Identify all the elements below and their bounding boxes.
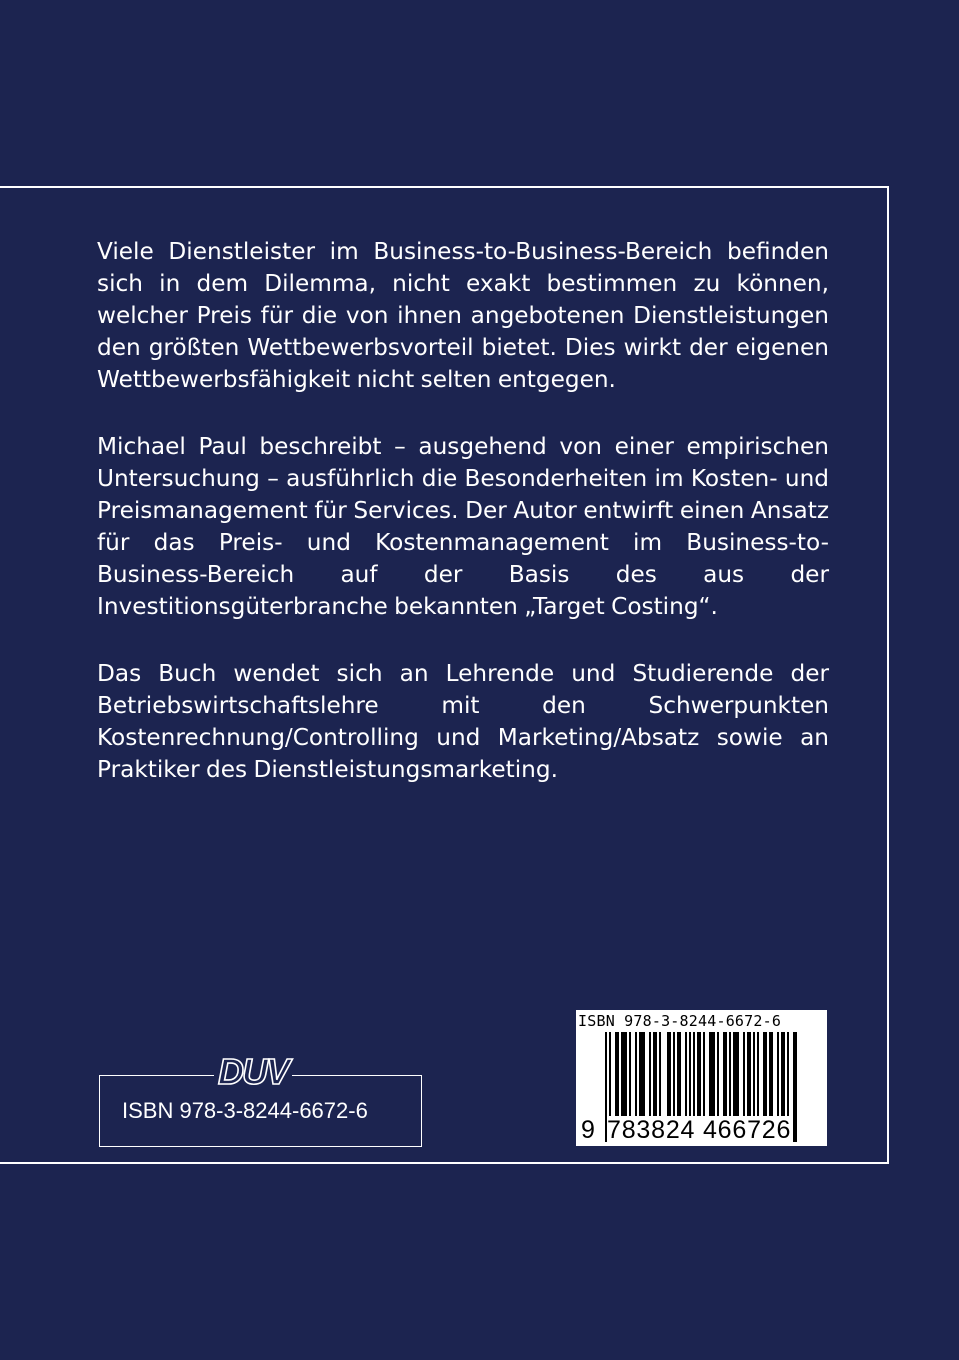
barcode-bar bbox=[713, 1032, 715, 1118]
barcode-bar bbox=[623, 1032, 625, 1118]
barcode-bar bbox=[685, 1032, 687, 1118]
barcode-bar bbox=[625, 1032, 627, 1118]
publisher-isbn: ISBN 978-3-8244-6672-6 bbox=[122, 1098, 368, 1123]
barcode-bar bbox=[769, 1032, 771, 1118]
blurb-paragraph: Viele Dienstleister im Business-to-Business-Bereich befinden sich in dem Dilemma, nicht exakt bestimmen zu können, welcher Preis für die von ihnen angebotenen Dienstleistungen den größten Wettbewerbsvorteil bietet. Dies wirkt der eigenen Wettbewerbsfähigkeit nicht selten entgegen. bbox=[97, 238, 829, 393]
barcode-bar bbox=[783, 1032, 785, 1118]
barcode-bar bbox=[793, 1032, 795, 1142]
barcode bbox=[576, 1010, 827, 1146]
barcode-bar bbox=[643, 1032, 645, 1118]
barcode-bar bbox=[615, 1032, 617, 1118]
barcode-bar bbox=[753, 1032, 755, 1118]
barcode-bar bbox=[781, 1032, 783, 1118]
barcode-bar bbox=[659, 1032, 661, 1118]
barcode-digits: 783824 466726 bbox=[607, 1116, 792, 1144]
barcode-bar bbox=[677, 1032, 679, 1118]
blurb-paragraph: Das Buch wendet sich an Lehrende und Studierende der Betriebswirtschaftslehre mit den Schwerpunkten Kostenrechnung/Controlling und Marketing/Absatz sowie an Praktiker des Dienstleistungsmarketing. bbox=[97, 660, 829, 783]
barcode-bar bbox=[667, 1032, 669, 1118]
barcode-bar bbox=[673, 1032, 675, 1118]
barcode-bar bbox=[733, 1032, 735, 1118]
barcode-bar bbox=[729, 1032, 731, 1118]
barcode-bar bbox=[641, 1032, 643, 1118]
duv-logo: DUV bbox=[214, 1052, 292, 1092]
barcode-bar bbox=[787, 1032, 789, 1118]
barcode-bar bbox=[747, 1032, 749, 1118]
barcode-lead-digit: 9 bbox=[581, 1116, 595, 1144]
barcode-bar bbox=[669, 1032, 671, 1118]
barcode-bar bbox=[635, 1032, 637, 1118]
barcode-bar bbox=[765, 1032, 767, 1118]
barcode-bar bbox=[711, 1032, 713, 1118]
publisher-isbn-box bbox=[99, 1051, 422, 1147]
barcode-bar bbox=[717, 1032, 719, 1118]
barcode-bar bbox=[639, 1032, 641, 1118]
barcode-bar bbox=[653, 1032, 655, 1118]
barcode-bar bbox=[689, 1032, 691, 1118]
barcode-bar bbox=[621, 1032, 623, 1118]
barcode-bar bbox=[649, 1032, 651, 1118]
barcode-bar bbox=[693, 1032, 695, 1118]
barcode-bar bbox=[709, 1032, 711, 1118]
barcode-bar bbox=[655, 1032, 657, 1118]
blurb-text bbox=[97, 236, 829, 821]
barcode-bar bbox=[617, 1032, 619, 1118]
barcode-isbn: ISBN 978-3-8244-6672-6 bbox=[578, 1012, 782, 1030]
blurb-paragraph: Michael Paul beschreibt – ausgehend von einer empirischen Untersuchung – ausführlich die Besonderheiten im Kosten- und Preismanagement für Services. Der Autor entwirft einen Ansatz für das Preis- und Kostenmanagement im Business-to-Business-Bereich auf der Basis des aus der Investitionsgüterbranche bekannten „Target Costing“. bbox=[97, 433, 829, 620]
barcode-bar bbox=[737, 1032, 739, 1118]
barcode-bar bbox=[629, 1032, 631, 1118]
barcode-bar bbox=[679, 1032, 681, 1118]
barcode-bar bbox=[735, 1032, 737, 1118]
barcode-bar bbox=[743, 1032, 745, 1118]
barcode-bar bbox=[777, 1032, 779, 1118]
barcode-bar bbox=[763, 1032, 765, 1118]
barcode-bar bbox=[771, 1032, 773, 1118]
barcode-bar bbox=[749, 1032, 751, 1118]
barcode-bar bbox=[723, 1032, 725, 1118]
barcode-bar bbox=[795, 1032, 797, 1142]
barcode-bar bbox=[725, 1032, 727, 1118]
barcode-bar bbox=[757, 1032, 759, 1118]
